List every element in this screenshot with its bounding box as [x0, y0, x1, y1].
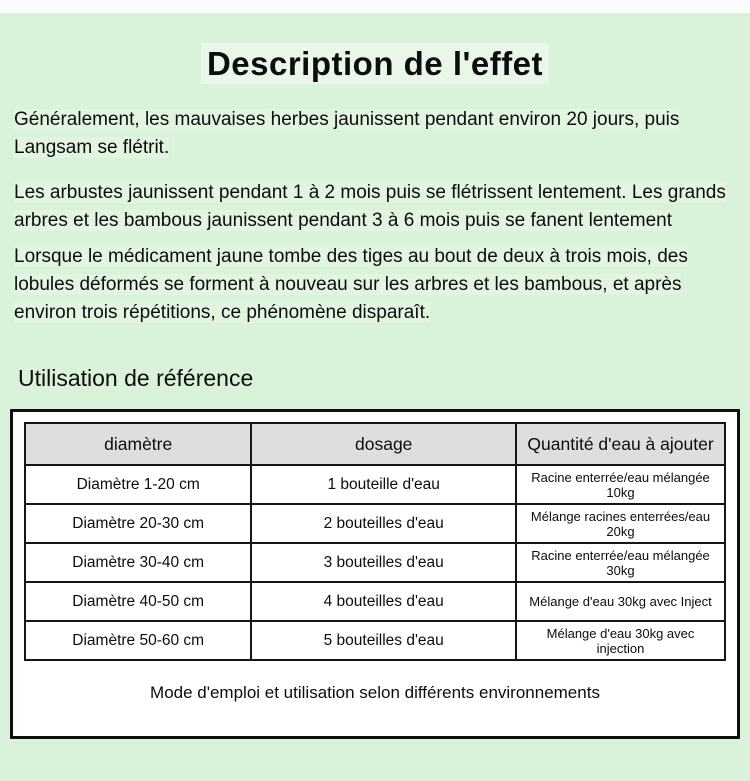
- header-cell-diametre: diamètre: [25, 423, 251, 465]
- table-row: [25, 621, 725, 660]
- table-footer-note: Mode d'emploi et utilisation selon différents environnements: [150, 683, 600, 702]
- water-cell: Mélange racines enterrées/eau 20kg: [516, 504, 725, 543]
- effect-paragraph-1-text: Généralement, les mauvaises herbes jaunissent pendant environ 20 jours, puis Langsam se flétrit.: [14, 109, 680, 158]
- diameter-cell: Diamètre 30-40 cm: [25, 543, 251, 582]
- header-cell-dosage: dosage: [251, 423, 516, 465]
- reference-table-box: [10, 409, 740, 739]
- diameter-cell: Diamètre 50-60 cm: [25, 621, 251, 660]
- dosage-table: [24, 422, 726, 661]
- table-row: [25, 504, 725, 543]
- section-heading-utilisation: Utilisation de référence: [18, 365, 254, 391]
- diameter-cell: Diamètre 40-50 cm: [25, 582, 251, 621]
- top-white-strip: [0, 0, 750, 13]
- effect-paragraph-2: [0, 179, 750, 235]
- dosage-cell: 5 bouteilles d'eau: [251, 621, 516, 660]
- table-row: [25, 543, 725, 582]
- water-cell: Mélange d'eau 30kg avec Inject: [516, 582, 725, 621]
- page-title: [0, 45, 750, 83]
- diameter-cell: Diamètre 20-30 cm: [25, 504, 251, 543]
- dosage-cell: 2 bouteilles d'eau: [251, 504, 516, 543]
- dosage-cell: 3 bouteilles d'eau: [251, 543, 516, 582]
- effect-paragraph-1: [0, 106, 750, 162]
- water-cell: Racine enterrée/eau mélangée 10kg: [516, 465, 725, 504]
- effect-paragraph-2-text: Les arbustes jaunissent pendant 1 à 2 mois puis se flétrissent lentement. Les grands arbres et les bambous jaunissent pendant 3 à 6 mois puis se fanent lentement: [14, 182, 726, 231]
- effect-paragraph-3: [0, 243, 750, 327]
- water-cell: Racine enterrée/eau mélangée 30kg: [516, 543, 725, 582]
- table-header-row: [25, 423, 725, 465]
- table-row: [25, 582, 725, 621]
- water-cell: Mélange d'eau 30kg avec injection: [516, 621, 725, 660]
- diameter-cell: Diamètre 1-20 cm: [25, 465, 251, 504]
- effect-paragraph-3-text: Lorsque le médicament jaune tombe des tiges au bout de deux à trois mois, des lobules déformés se forment à nouveau sur les arbres et les bambous, et après environ trois répétitions, ce phénomène disparaît.: [14, 246, 688, 323]
- page-title-text: Description de l'effet: [201, 43, 549, 84]
- dosage-cell: 1 bouteille d'eau: [251, 465, 516, 504]
- dosage-cell: 4 bouteilles d'eau: [251, 582, 516, 621]
- table-row: [25, 465, 725, 504]
- header-cell-quantite-eau: Quantité d'eau à ajouter: [516, 423, 725, 465]
